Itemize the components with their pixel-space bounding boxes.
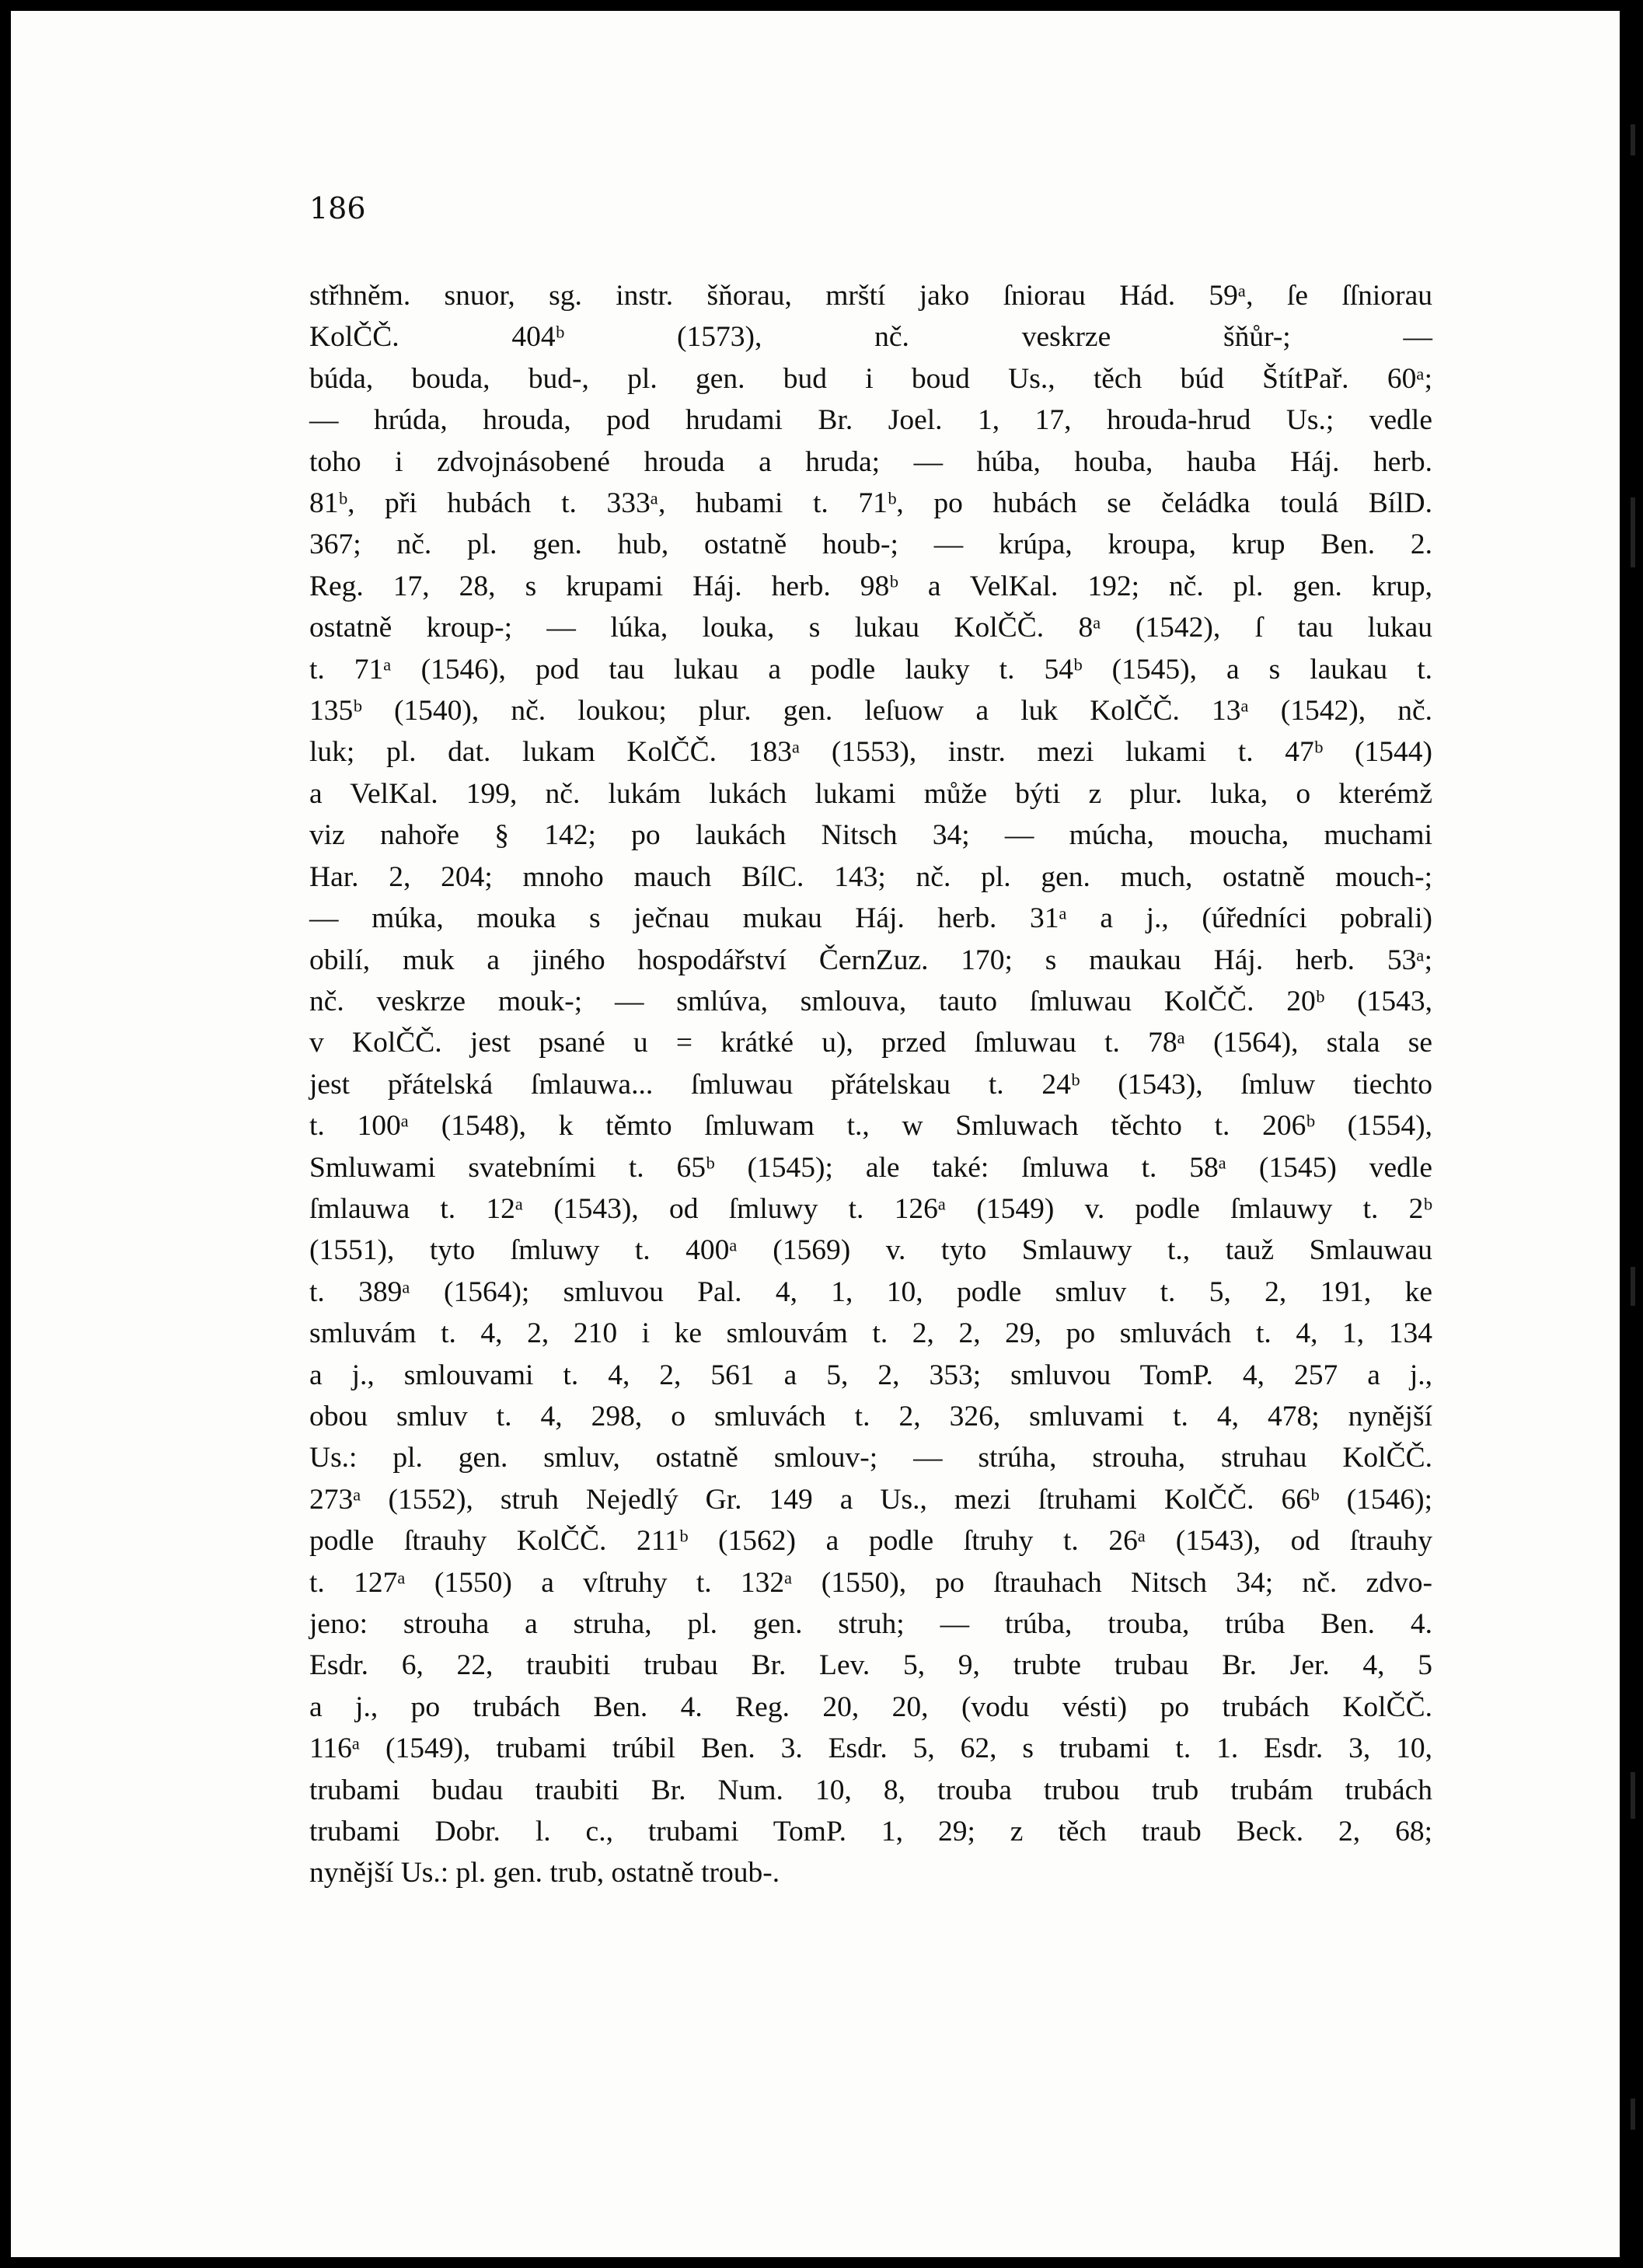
text-line: a VelKal. 199, nč. lukám lukách lukami může býti z plur. luka, o kterémž — [309, 777, 1432, 810]
text-line: Esdr. 6, 22, traubiti trubau Br. Lev. 5, 9, trubte trubau Br. Jer. 4, 5 — [309, 1649, 1432, 1682]
text-line: Smluwami svatebními t. 65ᵇ (1545); ale také: ſmluwa t. 58ᵃ (1545) vedle — [309, 1151, 1432, 1184]
text-line: 367; nč. pl. gen. hub, ostatně houb-; — krúpa, kroupa, krup Ben. 2. — [309, 529, 1432, 561]
text-line: Reg. 17, 28, s krupami Háj. herb. 98ᵇ a VelKal. 192; nč. pl. gen. krup, — [309, 570, 1432, 602]
text-line: — hrúda, hrouda, pod hrudami Br. Joel. 1, 17, hrouda-hrud Us.; vedle — [309, 404, 1432, 437]
page-sheet — [11, 11, 1620, 2257]
text-line: t. 389ᵃ (1564); smluvou Pal. 4, 1, 10, podle smluv t. 5, 2, 191, ke — [309, 1275, 1432, 1308]
text-line: búda, bouda, bud-, pl. gen. bud i boud Us., těch búd ŠtítPař. 60ᵃ; — [309, 362, 1432, 395]
text-line: viz nahoře § 142; po laukách Nitsch 34; — múcha, moucha, muchami — [309, 819, 1432, 852]
binding-edge-mark — [1631, 497, 1635, 567]
text-line: Har. 2, 204; mnoho mauch BílC. 143; nč. pl. gen. much, ostatně mouch-; — [309, 860, 1432, 893]
text-line: t. 100ᵃ (1548), k těmto ſmluwam t., w Smluwach těchto t. 206ᵇ (1554), — [309, 1110, 1432, 1143]
text-line: 81ᵇ, při hubách t. 333ᵃ, hubami t. 71ᵇ, po hubách se čeládka toulá BílD. — [309, 487, 1432, 520]
text-line: obou smluv t. 4, 298, o smluvách t. 2, 326, smluvami t. 4, 478; nynější — [309, 1400, 1432, 1432]
text-line: trubami Dobr. l. c., trubami TomP. 1, 29; z těch traub Beck. 2, 68; — [309, 1816, 1432, 1848]
binding-edge-mark — [1631, 124, 1635, 155]
text-line: 116ᵃ (1549), trubami trúbil Ben. 3. Esdr. 5, 62, s trubami t. 1. Esdr. 3, 10, — [309, 1732, 1432, 1765]
text-line: ostatně kroup-; — lúka, louka, s lukau KolČČ. 8ᵃ (1542), ſ tau lukau — [309, 612, 1432, 644]
body-text — [309, 275, 1432, 1894]
binding-edge-mark — [1631, 1772, 1635, 1819]
text-line: Us.: pl. gen. smluv, ostatně smlouv-; — strúha, strouha, struhau KolČČ. — [309, 1442, 1432, 1474]
text-line: střhněm. snuor, sg. instr. šňorau, mrští jako ſniorau Hád. 59ᵃ, ſe ſſniorau — [309, 280, 1432, 312]
page-number: 186 — [309, 191, 366, 225]
text-line: — múka, mouka s ječnau mukau Háj. herb. 31ᵃ a j., (úředníci pobrali) — [309, 902, 1432, 935]
text-line: podle ſtrauhy KolČČ. 211ᵇ (1562) a podle ſtruhy t. 26ᵃ (1543), od ſtrauhy — [309, 1525, 1432, 1558]
text-line: jest přátelská ſmlauwa... ſmluwau přátelskau t. 24ᵇ (1543), ſmluw tiechto — [309, 1068, 1432, 1101]
text-line: ſmlauwa t. 12ᵃ (1543), od ſmluwy t. 126ᵃ (1549) v. podle ſmlauwy t. 2ᵇ — [309, 1192, 1432, 1225]
text-line: luk; pl. dat. lukam KolČČ. 183ᵃ (1553), instr. mezi lukami t. 47ᵇ (1544) — [309, 736, 1432, 769]
binding-edge-mark — [1631, 2099, 1635, 2130]
binding-edge-mark — [1631, 1267, 1635, 1306]
text-line: 273ᵃ (1552), struh Nejedlý Gr. 149 a Us., mezi ſtruhami KolČČ. 66ᵇ (1546); — [309, 1483, 1432, 1516]
text-line: a j., smlouvami t. 4, 2, 561 a 5, 2, 353; smluvou TomP. 4, 257 a j., — [309, 1359, 1432, 1391]
text-line: v KolČČ. jest psané u = krátké u), przed ſmluwau t. 78ᵃ (1564), stala se — [309, 1027, 1432, 1059]
text-line: t. 71ᵃ (1546), pod tau lukau a podle lauky t. 54ᵇ (1545), a s laukau t. — [309, 653, 1432, 686]
text-line: jeno: strouha a struha, pl. gen. struh; — trúba, trouba, trúba Ben. 4. — [309, 1608, 1432, 1640]
text-line: smluvám t. 4, 2, 210 i ke smlouvám t. 2, 2, 29, po smluvách t. 4, 1, 134 — [309, 1317, 1432, 1350]
text-line: (1551), tyto ſmluwy t. 400ᵃ (1569) v. tyto Smlauwy t., tauž Smlauwau — [309, 1234, 1432, 1267]
text-line: obilí, muk a jiného hospodářství ČernZuz. 170; s maukau Háj. herb. 53ᵃ; — [309, 944, 1432, 976]
text-line: a j., po trubách Ben. 4. Reg. 20, 20, (vodu vésti) po trubách KolČČ. — [309, 1691, 1432, 1723]
text-line: nynější Us.: pl. gen. trub, ostatně troub-. — [309, 1857, 780, 1889]
text-line: nč. veskrze mouk-; — smlúva, smlouva, tauto ſmluwau KolČČ. 20ᵇ (1543, — [309, 985, 1432, 1017]
text-line: 135ᵇ (1540), nč. loukou; plur. gen. leſuow a luk KolČČ. 13ᵃ (1542), nč. — [309, 695, 1432, 728]
text-line: toho i zdvojnásobené hrouda a hruda; — húba, houba, hauba Háj. herb. — [309, 445, 1432, 478]
text-line: KolČČ. 404ᵇ (1573), nč. veskrze šňůr-; — — [309, 321, 1432, 354]
text-line: trubami budau traubiti Br. Num. 10, 8, trouba trubou trub trubám trubách — [309, 1774, 1432, 1806]
text-line: t. 127ᵃ (1550) a vſtruhy t. 132ᵃ (1550), po ſtrauhach Nitsch 34; nč. zdvo- — [309, 1566, 1432, 1599]
